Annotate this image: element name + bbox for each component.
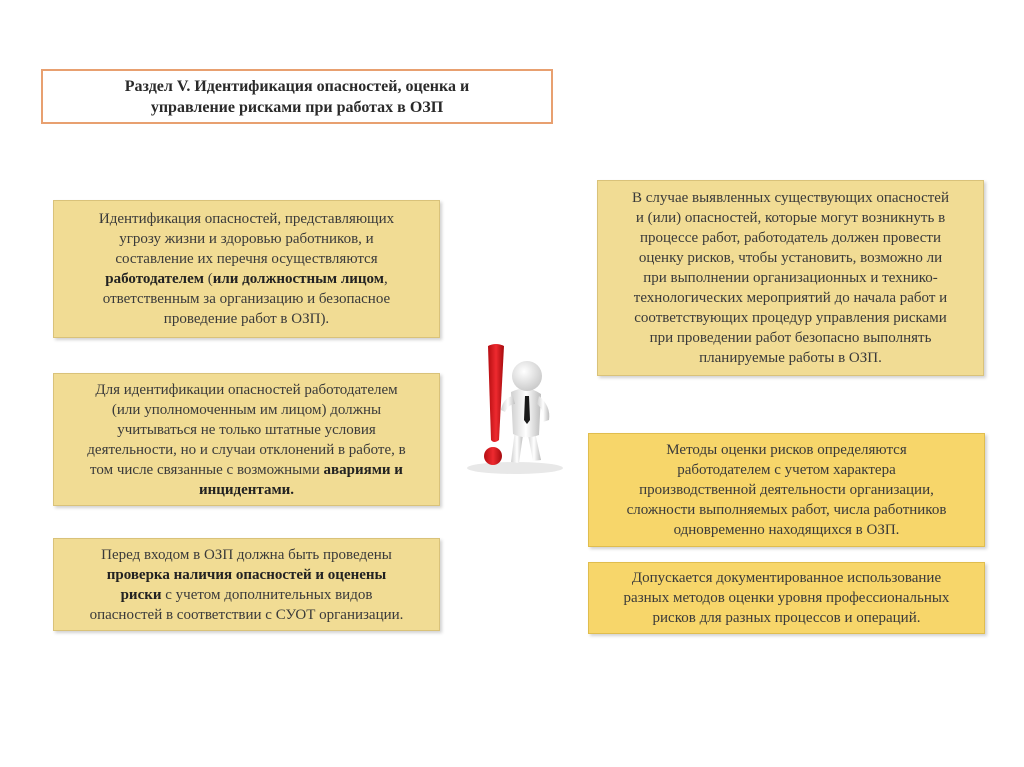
card-risk-assessment bbox=[597, 180, 984, 376]
card-line: и (или) опасностей, которые могут возникнуть в bbox=[635, 210, 946, 226]
card-line: сложности выполняемых работ, числа работников bbox=[626, 502, 947, 518]
card-line: угрозу жизни и здоровью работников, и bbox=[119, 231, 374, 247]
card-line: рисков для разных процессов и операций. bbox=[652, 610, 921, 626]
person-with-exclamation-mark-icon bbox=[455, 340, 575, 478]
title-line-1: Раздел V. Идентификация опасностей, оценка и bbox=[124, 77, 470, 95]
card-line: работодателем с учетом характера bbox=[677, 462, 896, 478]
card-line: при выполнении организационных и технико- bbox=[643, 270, 938, 286]
card-line: производственной деятельности организации, bbox=[639, 482, 934, 498]
card-line bbox=[62, 585, 431, 605]
bold-text: инцидентами. bbox=[198, 481, 295, 498]
card-line: технологических мероприятий до начала работ и bbox=[633, 290, 948, 306]
card-line: составление их перечня осуществляются bbox=[115, 251, 378, 267]
card-line: деятельности, но и случаи отклонений в работе, в bbox=[87, 441, 406, 458]
card-text: ( bbox=[203, 271, 213, 287]
card-line bbox=[62, 460, 431, 480]
bold-text: проверка наличия опасностей и оценены bbox=[106, 566, 387, 583]
bold-text: риски bbox=[120, 586, 162, 603]
card-line: ответственным за организацию и безопасное bbox=[102, 291, 391, 307]
title-line-2: управление рисками при работах в ОЗП bbox=[150, 98, 444, 116]
card-line: процессе работ, работодатель должен провести bbox=[639, 230, 942, 246]
card-line: Допускается документированное использование bbox=[631, 570, 942, 586]
card-hazard-identification bbox=[53, 200, 440, 338]
card-line: одновременно находящихся в ОЗП. bbox=[673, 522, 900, 538]
bold-text: работодателем bbox=[105, 271, 204, 287]
card-text: , bbox=[383, 271, 388, 287]
card-line: Перед входом в ОЗП должна быть проведены bbox=[101, 546, 392, 563]
card-line bbox=[62, 480, 431, 500]
card-line: В случае выявленных существующих опасностей bbox=[632, 190, 949, 206]
card-line: при проведении работ безопасно выполнять bbox=[649, 330, 932, 346]
card-line: оценку рисков, чтобы установить, возможно ли bbox=[638, 250, 943, 266]
card-line: опасностей в соответствии с СУОТ организации. bbox=[89, 606, 404, 623]
card-deviations bbox=[53, 373, 440, 506]
card-line: Идентификация опасностей, представляющих bbox=[98, 211, 395, 227]
card-text: том числе связанные с возможными bbox=[90, 461, 324, 478]
page-title bbox=[41, 69, 553, 124]
card-text: с учетом дополнительных видов bbox=[161, 586, 373, 603]
card-line: Методы оценки рисков определяются bbox=[666, 442, 907, 458]
card-line: (или уполномоченным им лицом) должны bbox=[111, 401, 382, 418]
card-line bbox=[62, 269, 431, 289]
card-line: планируемые работы в ОЗП. bbox=[699, 350, 882, 366]
card-documented-methods bbox=[588, 562, 985, 634]
card-assessment-methods bbox=[588, 433, 985, 547]
card-line: учитываться не только штатные условия bbox=[117, 421, 376, 438]
bold-text: авариями и bbox=[323, 461, 403, 478]
card-line: соответствующих процедур управления рисками bbox=[634, 310, 947, 326]
card-line bbox=[62, 565, 431, 585]
card-line: разных методов оценки уровня профессиональных bbox=[623, 590, 950, 606]
card-entry-check bbox=[53, 538, 440, 631]
bold-text: или должностным лицом bbox=[212, 271, 384, 287]
card-line: Для идентификации опасностей работодателем bbox=[95, 381, 398, 398]
card-line: проведение работ в ОЗП). bbox=[163, 311, 330, 327]
